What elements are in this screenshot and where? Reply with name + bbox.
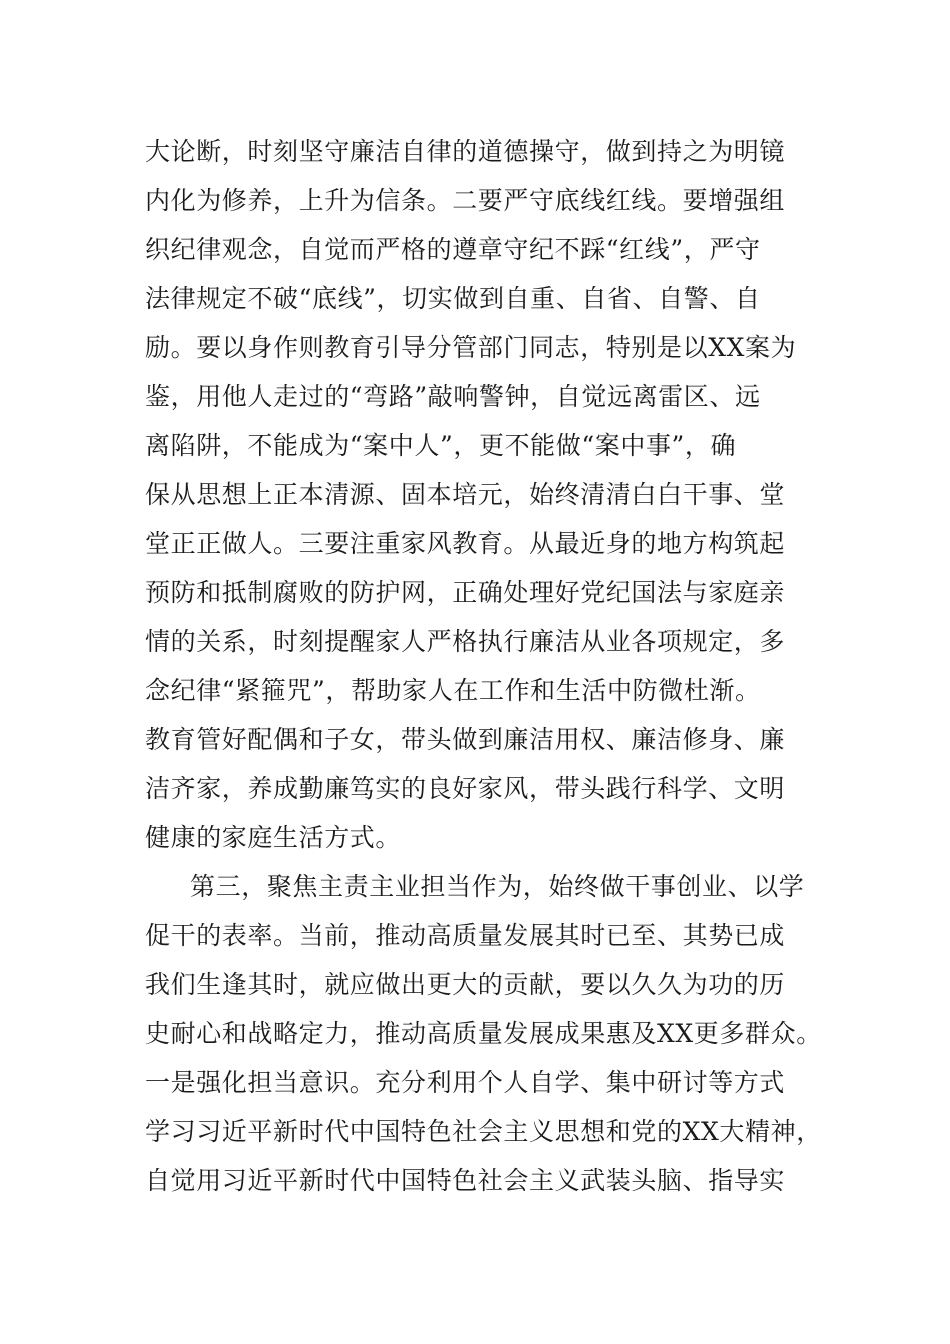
text-line: 念纪律“紧箍咒”，帮助家人在工作和生活中防微杜渐。 bbox=[145, 676, 761, 705]
text-line: 大论断，时刻坚守廉洁自律的道德操守，做到持之为明镜 bbox=[145, 137, 786, 166]
text-line: 学习习近平新时代中国特色社会主义思想和党的XX大精神， bbox=[145, 1117, 822, 1146]
text-line: 堂正正做人。三要注重家风教育。从最近身的地方构筑起 bbox=[145, 529, 786, 558]
text-line: 促干的表率。当前，推动高质量发展其时已至、其势已成 bbox=[145, 921, 786, 950]
text-line: 织纪律观念，自觉而严格的遵章守纪不踩“红线”，严守 bbox=[145, 235, 761, 264]
text-line: 预防和抵制腐败的防护网，正确处理好党纪国法与家庭亲 bbox=[145, 578, 786, 607]
text-line: 内化为修养，上升为信条。二要严守底线红线。要增强组 bbox=[145, 186, 786, 215]
text-line: 史耐心和战略定力，推动高质量发展成果惠及XX更多群众。 bbox=[145, 1019, 822, 1048]
text-line: 一是强化担当意识。充分利用个人自学、集中研讨等方式 bbox=[145, 1068, 786, 1097]
text-line: 保从思想上正本清源、固本培元，始终清清白白干事、堂 bbox=[145, 480, 786, 509]
text-line: 励。要以身作则教育引导分管部门同志，特别是以XX案为 bbox=[145, 333, 797, 362]
paragraph-start-line: 第三，聚焦主责主业担当作为，始终做干事创业、以学 bbox=[190, 872, 805, 901]
text-line: 离陷阱，不能成为“案中人”，更不能做“案中事”，确 bbox=[145, 431, 737, 460]
text-line: 教育管好配偶和子女，带头做到廉洁用权、廉洁修身、廉 bbox=[145, 725, 786, 754]
text-line: 鉴，用他人走过的“弯路”敲响警钟，自觉远离雷区、远 bbox=[145, 382, 761, 411]
text-line: 洁齐家，养成勤廉笃实的良好家风，带头践行科学、文明 bbox=[145, 774, 786, 803]
text-line: 法律规定不破“底线”，切实做到自重、自省、自警、自 bbox=[145, 284, 761, 313]
text-line: 健康的家庭生活方式。 bbox=[145, 823, 402, 852]
text-line: 我们生逢其时，就应做出更大的贡献，要以久久为功的历 bbox=[145, 970, 786, 999]
text-line: 情的关系，时刻提醒家人严格执行廉洁从业各项规定，多 bbox=[145, 627, 786, 656]
text-line: 自觉用习近平新时代中国特色社会主义武装头脑、指导实 bbox=[145, 1166, 786, 1195]
